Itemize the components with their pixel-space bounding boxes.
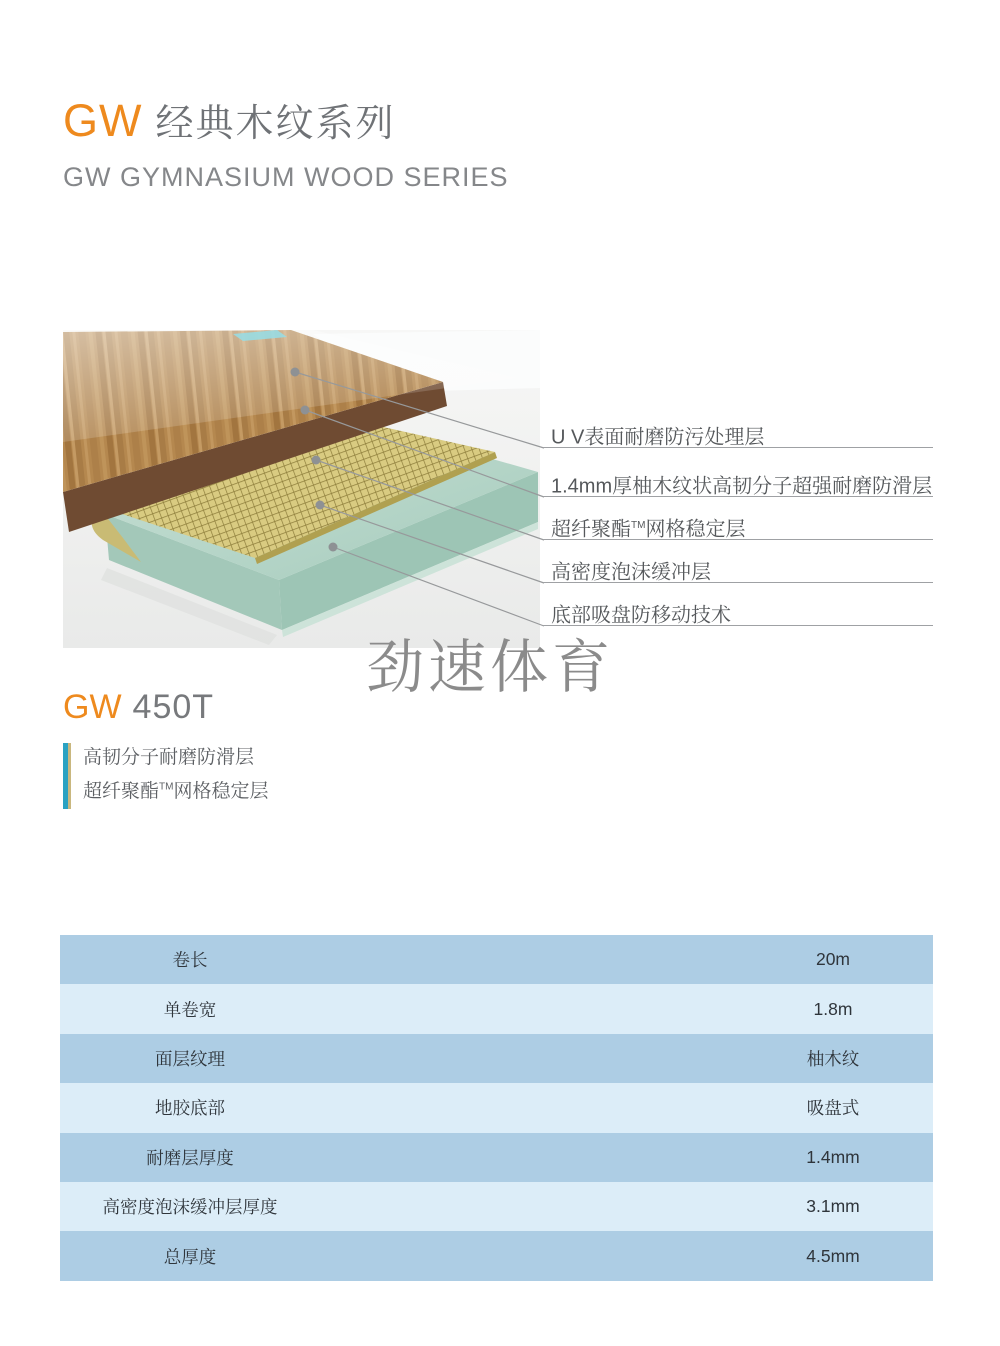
spec-label: 耐磨层厚度: [146, 1147, 234, 1168]
layer-label-foam: 高密度泡沫缓冲层: [543, 549, 933, 583]
table-row: [60, 1133, 933, 1182]
spec-label: 高密度泡沫缓冲层厚度: [102, 1197, 278, 1218]
table-row: [60, 1231, 933, 1280]
layer-label-uv: U V表面耐磨防污处理层: [543, 414, 933, 448]
product-title: [63, 690, 214, 724]
spec-label: 卷长: [172, 950, 208, 971]
table-row: [60, 984, 933, 1033]
table-row: [60, 1034, 933, 1083]
layer-label-mesh: 超纤聚酯™网格稳定层: [543, 506, 933, 540]
spec-label: 单卷宽: [163, 999, 217, 1020]
spec-value: 吸盘式: [806, 1098, 860, 1119]
spec-label: 总厚度: [163, 1246, 217, 1267]
table-row: [60, 1182, 933, 1231]
series-subtitle-en: GW GYMNASIUM WOOD SERIES: [63, 162, 509, 192]
spec-value: 1.4mm: [806, 1146, 860, 1167]
flooring-layers-illustration: [63, 330, 540, 648]
page-title: [63, 95, 396, 146]
layer-label-suction: 底部吸盘防移动技术: [543, 592, 933, 626]
spec-value: 20m: [815, 949, 851, 970]
spec-value: 3.1mm: [806, 1196, 860, 1217]
layer-label-wear: 1.4mm厚柚木纹状高韧分子超强耐磨防滑层: [543, 463, 933, 497]
table-row: [60, 935, 933, 984]
feature-line-1: 高韧分子耐磨防滑层: [83, 747, 255, 768]
spec-value: 柚木纹: [806, 1048, 860, 1069]
spec-value: 4.5mm: [806, 1245, 860, 1266]
watermark-text: 劲速体育: [366, 635, 615, 700]
spec-label: 地胶底部: [155, 1098, 225, 1119]
feature-line-2: 超纤聚酯™网格稳定层: [83, 781, 269, 802]
product-model: 450T: [132, 688, 215, 726]
spec-table: [60, 935, 933, 1281]
product-brand: GW: [63, 688, 122, 726]
feature-accent-bar: [63, 743, 71, 809]
series-title-cn: 经典木纹系列: [155, 103, 396, 145]
spec-label: 面层纹理: [155, 1048, 225, 1069]
spec-value: 1.8m: [813, 998, 853, 1019]
table-row: [60, 1083, 933, 1132]
brand-logo-text: GW: [63, 95, 143, 146]
